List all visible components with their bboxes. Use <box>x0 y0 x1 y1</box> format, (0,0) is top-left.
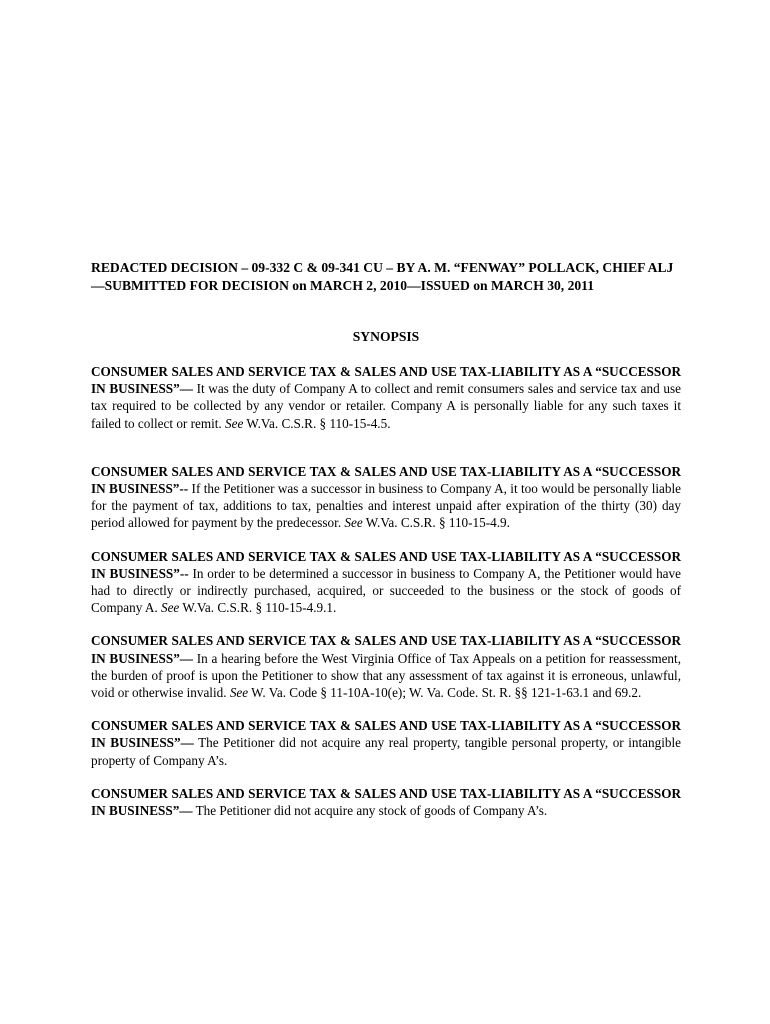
paragraph-see: See <box>225 415 244 431</box>
paragraph-lead: CONSUMER SALES AND SERVICE TAX & SALES AND USE TAX-LIABILITY AS A “SUCCESSOR IN BUSINESS”-- <box>91 548 681 581</box>
paragraph-body: The Petitioner did not acquire any stock of goods of Company A’s. <box>192 803 548 819</box>
paragraph-lead: CONSUMER SALES AND SERVICE TAX & SALES AND USE TAX-LIABILITY AS A “SUCCESSOR IN BUSINESS”— <box>91 364 681 397</box>
paragraph-lead: CONSUMER SALES AND SERVICE TAX & SALES AND USE TAX-LIABILITY AS A “SUCCESSOR IN BUSINESS”-- <box>91 463 681 497</box>
paragraph-spacer <box>91 769 681 785</box>
paragraph-body: It was the duty of Company A to collect and remit consumers sales and service tax and use tax required to be collected by any vendor or retailer. Company A is personally liable for any such taxes it failed to collect or remit. <box>91 381 681 431</box>
synopsis-paragraph-6 <box>91 785 681 819</box>
paragraph-spacer <box>91 532 681 548</box>
paragraph-citation: W. Va. Code § 11-10A-10(e); W. Va. Code. St. R. §§ 121-1-63.1 and 69.2. <box>248 685 642 701</box>
paragraph-citation: W.Va. C.S.R. § 110-15-4.5. <box>243 415 391 431</box>
paragraph-see: See <box>229 685 249 701</box>
document-title: REDACTED DECISION – 09-332 C & 09-341 CU – BY A. M. “FENWAY” POLLACK, CHIEF ALJ—SUBMITTED FOR DECISION on MARCH 2, 2010—ISSUED on MARCH 30, 2011 <box>91 260 674 293</box>
paragraph-body: If the Petitioner was a successor in business to Company A, it too would be personally liable for the payment of tax, additions to tax, penalties and interest unpaid after expiration of the thirty (30) day period allowed for payment by the predecessor. <box>91 481 681 531</box>
paragraph-lead: CONSUMER SALES AND SERVICE TAX & SALES AND USE TAX-LIABILITY AS A “SUCCESSOR IN BUSINESS”— <box>91 718 681 751</box>
paragraph-see: See <box>160 600 180 616</box>
synopsis-paragraph-3 <box>91 548 681 617</box>
synopsis-heading: SYNOPSIS <box>352 329 420 344</box>
paragraph-body: In a hearing before the West Virginia Office of Tax Appeals on a petition for reassessment, the burden of proof is upon the Petitioner to show that any assessment of tax against it is erroneous, unlawful, void or otherwise invalid. <box>91 650 681 701</box>
paragraph-spacer <box>91 432 681 463</box>
synopsis-paragraph-4 <box>91 632 681 701</box>
paragraph-body: The Petitioner did not acquire any real property, tangible personal property, or intangible property of Company A’s. <box>91 735 681 768</box>
synopsis-paragraph-2 <box>91 463 681 532</box>
paragraph-spacer <box>91 616 681 632</box>
synopsis-paragraph-5 <box>91 717 681 769</box>
paragraph-lead: CONSUMER SALES AND SERVICE TAX & SALES AND USE TAX-LIABILITY AS A “SUCCESSOR IN BUSINESS”— <box>91 785 681 819</box>
paragraph-citation: W.Va. C.S.R. § 110-15-4.9. <box>362 515 510 531</box>
document-page <box>91 259 681 819</box>
synopsis-paragraph-1 <box>91 363 681 432</box>
paragraph-lead: CONSUMER SALES AND SERVICE TAX & SALES AND USE TAX-LIABILITY AS A “SUCCESSOR IN BUSINESS”— <box>91 633 681 666</box>
paragraph-spacer <box>91 701 681 717</box>
paragraph-see: See <box>344 515 363 531</box>
paragraph-citation: W.Va. C.S.R. § 110-15-4.9.1. <box>179 600 337 616</box>
paragraph-body: In order to be determined a successor in business to Company A, the Petitioner would have had to directly or indirectly purchased, acquired, or succeeded to the business or the stock of goods of Company A. <box>91 565 681 616</box>
